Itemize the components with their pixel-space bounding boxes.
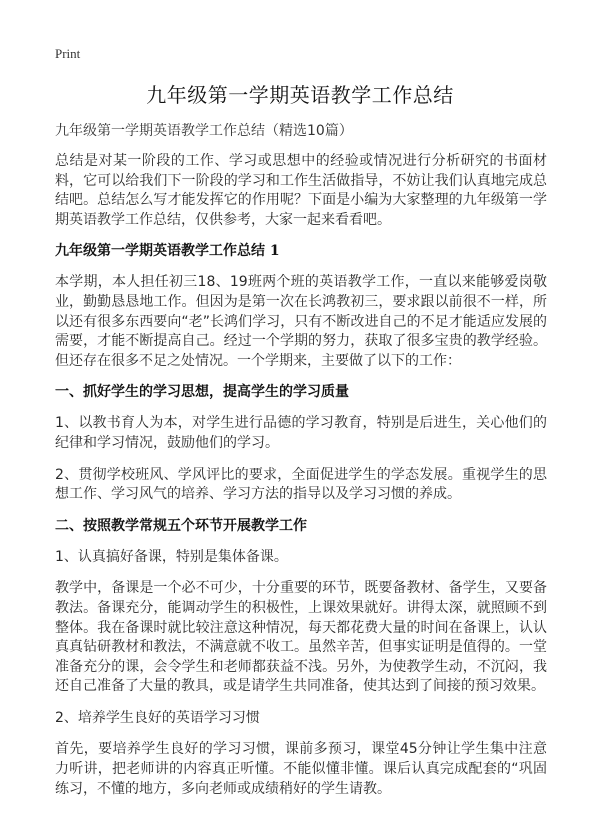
section-title: 九年级第一学期英语教学工作总结 1: [55, 243, 280, 260]
document-body: [55, 152, 547, 811]
heading-1-item-2: 2、贯彻学校班风、学风评比的要求，全面促进学生的学态发展。重视学生的思想工作、学习风气的培养、学习方法的指导以及学习习惯的养成。: [55, 466, 547, 503]
heading-1-item-1: 1、以教书育人为本，对学生进行品德的学习教育，特别是后进生，关心他们的纪律和学习情况，鼓励他们的学习。: [55, 415, 547, 451]
section-intro-paragraph: 本学期，本人担任初三18、19班两个班的英语教学工作，一直以来能够爱岗敬业，勤勤恳恳地工作。但因为是第一次在长鸿教初三，要求跟以前很不一样，所以还有很多东西要向“老”长鸿们学习，只有不断改进自己的不足才能适应发展的需要，才能不断提高自己。经过一个学期的努力，获取了很多宝贵的教学经验。但还存在很多不足之处情况。一个学期来，主要做了以下的工作：: [55, 274, 547, 369]
document-subtitle: 九年级第一学期英语教学工作总结（精选10篇）: [55, 123, 353, 139]
print-link[interactable]: Print: [55, 46, 81, 61]
heading-2-item-1-body: 教学中，备课是一个必不可少，十分重要的环节，既要备教材、备学生，又要备教法。备课充分，能调动学生的积极性，上课效果就好。讲得太深，就照顾不到整体。我在备课时就比较注意这种情况，每天都花费大量的时间在备课上，认认真真钻研教材和教法，不满意就不收工。虽然辛苦，但事实证明是值得的。一堂准备充分的课，会令学生和老师都获益不浅。另外，为使教学生动，不沉闷，我还自己准备了大量的教具，或是请学生共同准备，使其达到了间接的预习效果。: [55, 580, 547, 695]
intro-paragraph: 总结是对某一阶段的工作、学习或思想中的经验或情况进行分析研究的书面材料，它可以给我们下一阶段的学习和工作生活做指导，不妨让我们认真地完成总结吧。总结怎么写才能发挥它的作用呢？下面是小编为大家整理的九年级第一学期英语教学工作总结，仅供参考，大家一起来看看吧。: [55, 153, 547, 228]
heading-2: 二、按照教学常规五个环节开展教学工作: [55, 517, 307, 534]
heading-2-item-1: 1、认真搞好备课，特别是集体备课。: [55, 548, 288, 565]
heading-2-item-2-body: 首先，要培养学生良好的学习习惯，课前多预习，课堂45分钟让学生集中注意力听讲，把老师讲的内容真正听懂。不能似懂非懂。课后认真完成配套的“巩固练习，不懂的地方，多向老师或成绩稍好的学生请教。: [55, 741, 547, 797]
document-title: 九年级第一学期英语教学工作总结: [146, 83, 454, 107]
heading-2-item-2: 2、培养学生良好的英语学习习惯: [55, 709, 260, 726]
heading-1: 一、抓好学生的学习思想，提高学生的学习质量: [55, 384, 349, 401]
